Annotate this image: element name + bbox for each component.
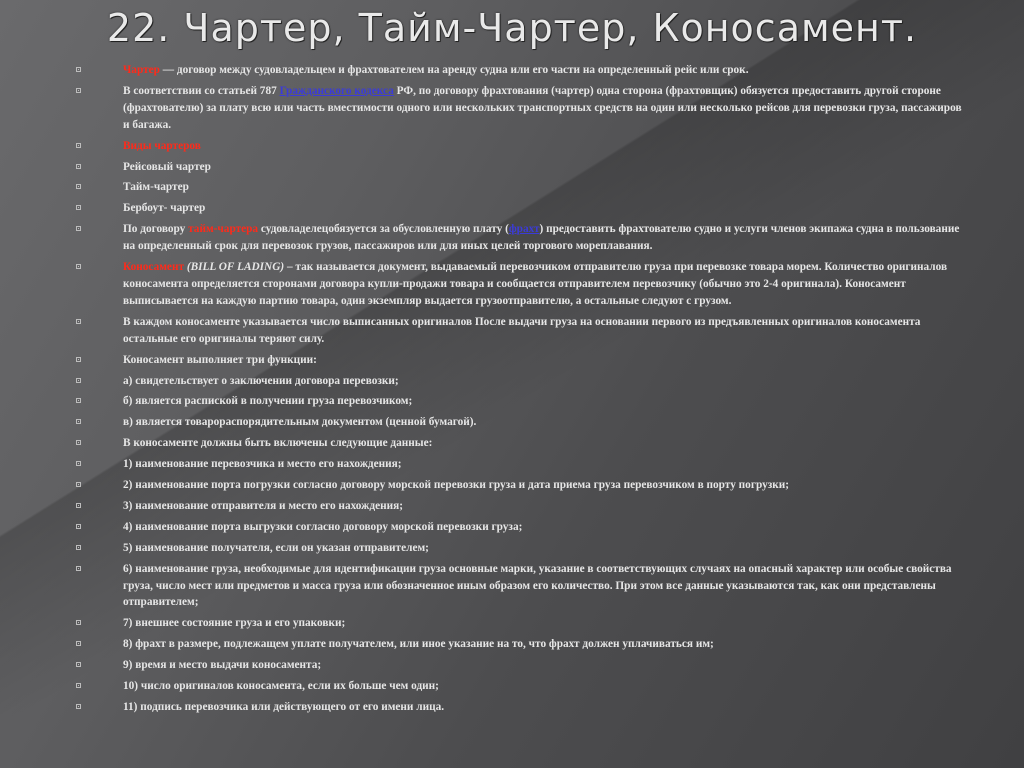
list-item [76,519,966,536]
list-item [76,498,966,515]
item-text: В коносаменте должны быть включены следующие данные: [123,437,433,450]
item-text: Тайм-чартер [123,181,189,194]
square-bullet-icon [76,662,81,667]
charter-types-heading: Виды чартеров [123,139,201,152]
item-text-before: По договору [123,223,189,236]
item-text-after: ) предоставить фрахтователю судно и услуги членов экипажа судна в пользование на определенный срок для перевозок грузов, пассажиров или для иных целей торгового мореплавания. [123,223,960,253]
list-item [76,314,966,348]
list-item-charter-definition [76,62,966,79]
square-bullet-icon [76,440,81,445]
item-text: б) является распиской в получении груза перевозчиком; [123,395,413,408]
list-item [76,636,966,653]
square-bullet-icon [76,419,81,424]
item-text: – так называется документ, выдаваемый перевозчиком отправителю груза при перевозке товара морем. Количество оригиналов коносамента определяется сторонами договора купли-продажи товара и сообщается отправителем перевозчику (обычно это 2-4 оригинала). Коносамент выписывается на каждую партию товара, один экземпляр выдается грузоотправителю, а остальные следуют с грузом. [123,261,948,307]
list-item [76,393,966,410]
square-bullet-icon [76,524,81,529]
item-text: Коносамент выполняет три функции: [123,353,317,366]
item-text: в) является товарораспорядительным документом (ценной бумагой). [123,416,477,429]
list-item [76,456,966,473]
civil-code-link[interactable]: Гражданского кодекса [279,84,394,97]
list-item-charter-types-heading [76,138,966,155]
item-text: 2) наименование порта погрузки согласно договору морской перевозки груза и дата приема груза перевозчиком в порту погрузки; [123,479,790,492]
item-text-mid: судовладелецобязуется за обусловленную плату ( [258,223,509,236]
square-bullet-icon [76,143,81,148]
item-text-after: РФ, по договору фрахтования (чартер) одна сторона (фрахтовщик) обязуется предоставить другой стороне (фрахтователю) за плату всю или часть вместимости одного или нескольких транспортных средств на один или несколько рейсов для перевозки груза, пассажиров и багажа. [123,84,962,131]
square-bullet-icon [76,641,81,646]
list-item [76,414,966,431]
list-item [76,678,966,695]
item-text: 1) наименование перевозчика и место его нахождения; [123,458,402,471]
list-item-time-charter [76,221,966,255]
square-bullet-icon [76,704,81,709]
square-bullet-icon [76,88,81,93]
list-item [76,373,966,390]
square-bullet-icon [76,319,81,324]
list-item-civil-code [76,83,966,134]
item-text: 6) наименование груза, необходимые для идентификации груза основные марки, указание в соответствующих случаях на опасный характер или особые свойства груза, число мест или предметов и масса груза или обозначенное иным образом его количество. При этом все данные указываются так, как они представлены отправителем; [123,562,952,609]
item-text: 8) фрахт в размере, подлежащем уплате получателем, или иное указание на то, что фрахт должен уплачиваться им; [123,638,714,651]
square-bullet-icon [76,503,81,508]
square-bullet-icon [76,482,81,487]
list-item [76,657,966,674]
list-item [76,561,966,612]
list-item-bill-of-lading [76,259,966,310]
item-text: — договор между судовладельцем и фрахтователем на аренду судна или его части на определенный рейс или срок. [159,64,749,76]
square-bullet-icon [76,264,81,269]
list-item [76,352,966,369]
item-text: 7) внешнее состояние груза и его упаковки; [123,617,346,630]
term-bill-of-lading: Коносамент [123,261,185,274]
square-bullet-icon [76,398,81,403]
item-text: В каждом коносаменте указывается число выписанных оригиналов После выдачи груза на основании первого из предъявленных оригиналов коносамента остальные его оригиналы теряют силу. [123,315,921,345]
square-bullet-icon [76,205,81,210]
item-text-before: В соответствии со статьей 787 [123,84,280,97]
list-item [76,179,966,196]
list-item [76,699,966,716]
square-bullet-icon [76,620,81,625]
term-time-charter: тайм-чартера [188,223,259,236]
square-bullet-icon [76,184,81,189]
list-item [76,540,966,557]
item-text: 11) подпись перевозчика или действующего от его имени лица. [123,701,445,713]
item-text: 3) наименование отправителя и место его нахождения; [123,499,403,512]
square-bullet-icon [76,357,81,362]
list-item [76,435,966,452]
item-text: Бербоут- чартер [123,202,206,215]
item-text: 5) наименование получателя, если он указан отправителем; [123,541,429,554]
item-text: 10) число оригиналов коносамента, если их больше чем один; [123,680,439,693]
square-bullet-icon [76,164,81,169]
bullet-list [76,62,966,720]
slide-title: 22. Чартер, Тайм-Чартер, Коносамент. [106,6,918,50]
item-text: Рейсовый чартер [123,160,211,173]
list-item [76,159,966,176]
item-text: 4) наименование порта выгрузки согласно договору морской перевозки груза; [123,520,523,533]
item-text: а) свидетельствует о заключении договора перевозки; [123,374,399,387]
list-item [76,615,966,632]
term-charter: Чартер [123,64,160,76]
list-item [76,477,966,494]
term-english: (BILL OF LADING) [184,261,285,274]
item-text: 9) время и место выдачи коносамента; [123,659,322,672]
square-bullet-icon [76,566,81,571]
list-item [76,200,966,217]
square-bullet-icon [76,683,81,688]
square-bullet-icon [76,226,81,231]
square-bullet-icon [76,67,81,72]
square-bullet-icon [76,545,81,550]
freight-link[interactable]: фрахт [508,223,540,236]
square-bullet-icon [76,378,81,383]
square-bullet-icon [76,461,81,466]
